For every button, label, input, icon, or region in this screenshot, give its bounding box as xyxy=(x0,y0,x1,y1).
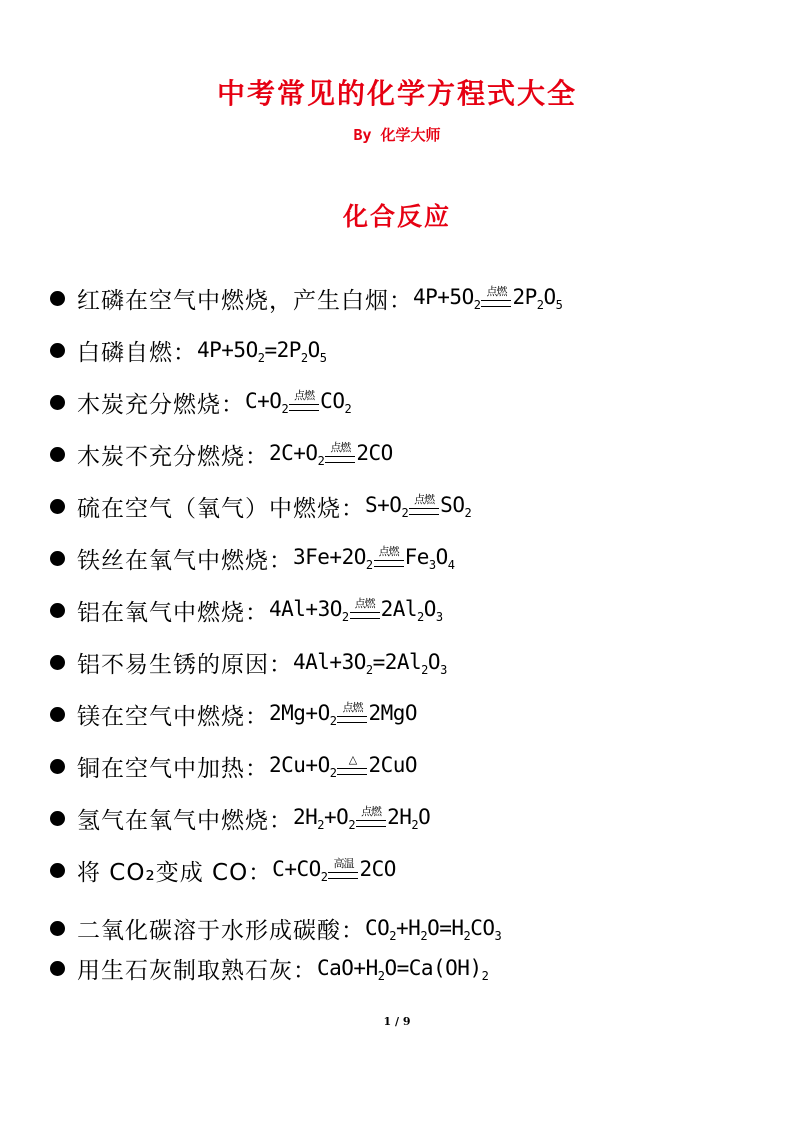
formula-text: Fe xyxy=(404,545,429,569)
formula-text: =2Al xyxy=(372,650,422,674)
bullet-icon xyxy=(50,551,65,566)
reaction-item xyxy=(50,749,417,783)
bullet-icon xyxy=(50,603,65,618)
reaction-description: 木炭充分燃烧： xyxy=(77,391,245,418)
formula-text: O xyxy=(427,650,441,674)
chemical-equation xyxy=(293,545,455,571)
subscript: 3 xyxy=(435,610,443,624)
formula-text: 2C+O xyxy=(269,441,318,465)
bullet-icon xyxy=(50,395,65,410)
subscript: 2 xyxy=(348,818,356,832)
chemical-equation xyxy=(365,916,502,943)
chemical-equation xyxy=(269,753,417,779)
reaction-item xyxy=(50,437,393,471)
page-number: 1 / 9 xyxy=(383,1015,411,1028)
subscript: 2 xyxy=(257,351,265,365)
formula-text: O xyxy=(435,545,448,569)
formula-text: 3Fe+2O xyxy=(293,545,366,569)
reaction-description: 硫在空气（氧气）中燃烧： xyxy=(77,495,365,522)
formula-text: 2H xyxy=(293,805,318,829)
formula-text: O xyxy=(423,597,436,621)
formula-text: 2CO xyxy=(356,441,393,465)
subscript: 2 xyxy=(464,506,472,520)
reaction-description: 铝不易生锈的原因： xyxy=(77,651,293,678)
formula-text: 2CuO xyxy=(368,753,418,777)
reaction-condition xyxy=(350,597,380,623)
reaction-item xyxy=(50,281,562,315)
reaction-description: 氢气在氧气中燃烧： xyxy=(77,807,293,834)
reaction-condition xyxy=(289,389,319,415)
bullet-icon xyxy=(50,447,65,462)
formula-text: 2CO xyxy=(359,857,396,881)
chemical-equation xyxy=(197,338,327,365)
chemical-equation xyxy=(269,597,443,623)
subscript: 2 xyxy=(317,454,325,468)
reaction-condition xyxy=(409,493,439,519)
reaction-item xyxy=(50,801,430,835)
reaction-description: 用生石灰制取熟石灰： xyxy=(77,957,317,984)
double-line-sign xyxy=(481,300,511,307)
subscript: 3 xyxy=(440,663,447,677)
subscript: 2 xyxy=(377,969,385,983)
double-line-sign xyxy=(337,716,367,723)
subscript: 2 xyxy=(389,929,397,943)
reaction-condition xyxy=(325,441,355,467)
subscript: 2 xyxy=(401,506,409,520)
reaction-condition xyxy=(481,285,511,311)
chemical-equation xyxy=(413,285,562,311)
formula-text: CaO+H xyxy=(317,956,378,980)
formula-text: 2Al xyxy=(380,597,418,621)
bullet-icon xyxy=(50,499,65,514)
reaction-description: 白磷自燃： xyxy=(77,339,197,366)
bullet-icon xyxy=(50,343,65,358)
subscript: 3 xyxy=(428,558,436,572)
reaction-item xyxy=(50,645,447,679)
reaction-item xyxy=(50,697,417,731)
reaction-condition xyxy=(337,701,367,727)
condition-label: 点燃 xyxy=(294,389,315,402)
reaction-condition xyxy=(356,805,386,831)
formula-text: CO xyxy=(470,916,495,940)
formula-text: O=Ca(OH) xyxy=(384,956,482,980)
subscript: 2 xyxy=(317,818,325,832)
bullet-icon xyxy=(50,291,65,306)
chemical-equation xyxy=(269,701,417,727)
formula-text: O xyxy=(307,338,320,362)
condition-label: 点燃 xyxy=(486,285,507,298)
condition-label: 点燃 xyxy=(378,545,399,558)
reaction-description: 将 CO₂变成 CO： xyxy=(77,859,273,886)
subscript: 4 xyxy=(447,558,455,572)
chemical-equation xyxy=(272,857,396,883)
reaction-item xyxy=(50,853,396,887)
reaction-description: 镁在空气中燃烧： xyxy=(77,703,269,730)
subscript: 2 xyxy=(341,610,349,624)
subscript: 2 xyxy=(481,969,489,983)
double-line-sign xyxy=(325,456,355,463)
double-line-sign xyxy=(337,768,367,775)
reaction-item xyxy=(50,911,501,945)
formula-text: =2P xyxy=(264,338,301,362)
double-line-sign xyxy=(350,612,380,619)
subscript: 2 xyxy=(300,351,308,365)
subscript: 5 xyxy=(319,351,327,365)
chemical-equation xyxy=(293,805,430,831)
reaction-item xyxy=(50,541,455,575)
reaction-description: 铜在空气中加热： xyxy=(77,755,269,782)
section-title: 化合反应 xyxy=(342,202,451,231)
bullet-icon xyxy=(50,811,65,826)
subscript: 2 xyxy=(281,402,289,416)
condition-label: 高温 xyxy=(333,857,354,870)
formula-text: SO xyxy=(440,493,465,517)
double-line-sign xyxy=(356,820,386,827)
formula-text: 4P+5O xyxy=(413,285,474,309)
reaction-description: 红磷在空气中燃烧，产生白烟： xyxy=(77,287,413,314)
formula-text: CO xyxy=(365,916,390,940)
formula-text: 2Cu+O xyxy=(269,753,330,777)
condition-label: 点燃 xyxy=(330,441,351,454)
subscript: 2 xyxy=(463,929,471,943)
reaction-item xyxy=(50,489,471,523)
reaction-description: 二氧化碳溶于水形成碳酸： xyxy=(77,917,365,944)
bullet-icon xyxy=(50,655,65,670)
reaction-item xyxy=(50,593,443,627)
subscript: 5 xyxy=(555,298,563,312)
formula-text: 2P xyxy=(512,285,537,309)
subscript: 2 xyxy=(329,714,337,728)
reaction-description: 木炭不充分燃烧： xyxy=(77,443,269,470)
subscript: 2 xyxy=(365,663,373,677)
chemical-equation xyxy=(293,650,447,677)
condition-label: 点燃 xyxy=(414,493,435,506)
formula-text: CO xyxy=(320,389,345,413)
subscript: 2 xyxy=(344,402,352,416)
formula-text: 4Al+3O xyxy=(269,597,342,621)
formula-text: O xyxy=(543,285,556,309)
chemical-equation xyxy=(365,493,471,519)
chemical-equation xyxy=(317,956,489,983)
chemical-equation xyxy=(245,389,351,415)
bullet-icon xyxy=(50,921,65,936)
condition-label: 点燃 xyxy=(342,701,363,714)
chemical-equation xyxy=(269,441,393,467)
bullet-icon xyxy=(50,863,65,878)
document-subtitle: By 化学大师 xyxy=(353,126,441,144)
formula-text: 2MgO xyxy=(368,701,418,725)
formula-text: C+CO xyxy=(272,857,321,881)
formula-text: 4P+5O xyxy=(197,338,258,362)
document-title: 中考常见的化学方程式大全 xyxy=(216,77,577,110)
formula-text: +O xyxy=(324,805,349,829)
subscript: 2 xyxy=(365,558,373,572)
subscript: 2 xyxy=(536,298,544,312)
double-line-sign xyxy=(289,404,319,411)
subscript: 2 xyxy=(320,870,328,884)
subscript: 2 xyxy=(420,929,428,943)
reaction-description: 铁丝在氧气中燃烧： xyxy=(77,547,293,574)
reaction-condition xyxy=(337,753,367,779)
formula-text: 2Mg+O xyxy=(269,701,330,725)
double-line-sign xyxy=(328,872,358,879)
subscript: 2 xyxy=(421,663,428,677)
double-line-sign xyxy=(374,560,404,567)
formula-text: S+O xyxy=(365,493,402,517)
subscript: 2 xyxy=(411,818,419,832)
condition-label: 点燃 xyxy=(354,597,375,610)
reaction-description: 铝在氧气中燃烧： xyxy=(77,599,269,626)
formula-text: 2H xyxy=(387,805,412,829)
reaction-condition xyxy=(374,545,404,571)
formula-text: +H xyxy=(396,916,421,940)
formula-text: O=H xyxy=(427,916,464,940)
condition-label: 点燃 xyxy=(361,805,382,818)
reaction-item xyxy=(50,385,351,419)
condition-label: △ xyxy=(348,753,357,766)
subscript: 2 xyxy=(329,766,337,780)
formula-text: 4Al+3O xyxy=(293,650,366,674)
subscript: 2 xyxy=(417,610,424,624)
reaction-condition xyxy=(328,857,358,883)
subscript: 2 xyxy=(473,298,481,312)
bullet-icon xyxy=(50,759,65,774)
bullet-icon xyxy=(50,707,65,722)
formula-text: C+O xyxy=(245,389,282,413)
subscript: 3 xyxy=(494,929,502,943)
formula-text: O xyxy=(418,805,431,829)
bullet-icon xyxy=(50,961,65,976)
reaction-item xyxy=(50,333,327,367)
double-line-sign xyxy=(409,508,439,515)
reaction-item xyxy=(50,951,488,985)
